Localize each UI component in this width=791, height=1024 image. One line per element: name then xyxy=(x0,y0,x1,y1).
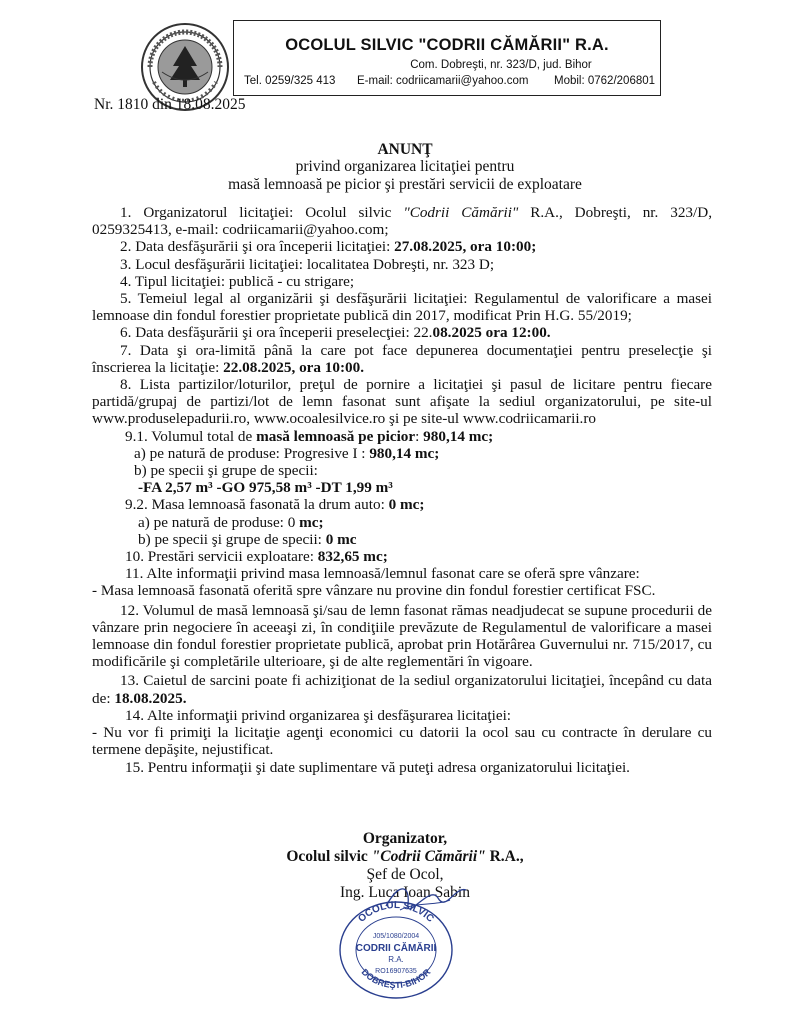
stamp-center-ra: R.A. xyxy=(388,955,404,964)
item-5: 5. Temeiul legal al organizării şi desfăşurării licitaţiei: Regulamentul de valorificare a masei lemnoase din fondul forestier proprietate publică din 2017, modificat Prin H.G. 55/2019; xyxy=(92,290,712,325)
stamp-top-text: OCOLUL SILVIC xyxy=(356,899,436,925)
item-14-note: - Nu vor fi primiţi la licitaţie agenţi economici cu datorii la ocol sau cu contracte în derulare cu termene depăşite, nejustificat. xyxy=(92,724,712,759)
svg-text:OCOLUL SILVIC xyxy=(356,900,435,925)
item-10-text: 10. Prestări servicii exploatare: xyxy=(125,548,318,566)
item-11: 11. Alte informaţii privind masa lemnoasă/lemnul fasonat care se oferă spre vânzare: xyxy=(125,565,640,583)
item-1-contact: R.A., Dobreşti, nr. 323/D, 0259325413, e-mail: codriicamarii@yahoo.com; xyxy=(92,204,713,239)
item-13 xyxy=(92,672,712,706)
item-9-2-a-text: a) pe natură de produse: 0 xyxy=(138,513,300,531)
item-3: 3. Locul desfăşurării licitaţiei: localitatea Dobreşti, nr. 323 D; xyxy=(120,255,495,273)
document-subtitle-line1: privind organizarea licitaţiei pentru xyxy=(295,158,515,175)
item-9-2-b-volume: 0 mc xyxy=(325,530,357,548)
document-number: Nr. 1810 din 18.08.2025 xyxy=(94,96,246,113)
company-mobile: Mobil: 0762/206801 xyxy=(554,75,656,87)
item-9-1 xyxy=(92,428,712,445)
item-9-2-b xyxy=(92,531,712,548)
item-9-1-a-text: a) pe natură de produse: Progresive I : xyxy=(134,444,370,462)
item-12: 12. Volumul de masă lemnoasă şi/sau de lemn fasonat rămas neadjudecat se supune procedurii de vânzare prin negociere în aceeaşi zi, în condiţiile prevăzute de Regulamentul de valorificare a masei lemnoase din fondul forestier proprietate publică, aprobat prin Hotărârea Guvernului nr. 715/2017, cu modificările şi completările ulterioare, şi de alte reglementări în vigoare. xyxy=(92,601,712,671)
item-4: 4. Tipul licitaţiei: publică - cu strigare; xyxy=(120,272,355,290)
document-subtitle-line2: masă lemnoasă pe picior şi prestări servicii de exploatare xyxy=(228,176,582,193)
item-9-2 xyxy=(92,496,712,513)
item-2 xyxy=(92,238,712,255)
item-2-date: 27.08.2025, ora 10:00; xyxy=(394,238,537,256)
item-9-2-a-unit: mc; xyxy=(299,513,324,531)
item-10-volume: 832,65 mc; xyxy=(317,548,388,566)
stamp-reg-number: J05/1080/2004 xyxy=(372,933,420,940)
item-1-text: 1. Organizatorul licitaţiei: Ocolul silvic xyxy=(120,204,404,221)
signature-title: Şef de Ocol, xyxy=(366,866,444,883)
letterhead-box xyxy=(233,20,661,96)
item-9-1-type: masă lemnoasă pe picior xyxy=(256,427,416,445)
official-stamp xyxy=(336,894,456,1000)
item-15: 15. Pentru informaţii şi date suplimentare vă puteţi adresa organizatorului licitaţiei. xyxy=(125,758,630,776)
item-9-1-species: -FA 2,57 m³ -GO 975,58 m³ -DT 1,99 m³ xyxy=(138,479,393,497)
item-1 xyxy=(92,204,712,238)
company-phone: Tel. 0259/325 413 xyxy=(244,75,336,87)
item-7 xyxy=(92,342,712,376)
item-9-1-text: 9.1. Volumul total de xyxy=(125,427,257,445)
stamp-bottom-text: DOBREŞTI-BIHOR xyxy=(359,966,433,991)
item-9-1-a xyxy=(92,445,712,462)
item-1-org-name: "Codrii Cămării" xyxy=(403,204,519,221)
signature-org-suffix: R.A., xyxy=(485,848,524,865)
signature-org-prefix: Ocolul silvic xyxy=(286,848,372,865)
item-9-2-text: 9.2. Masa lemnoasă fasonată la drum auto: xyxy=(125,496,389,514)
item-7-text: 7. Data şi ora-limită până la care pot face depunerea documentaţiei pentru preselecţie şi înscrierea la licitaţie: xyxy=(92,341,712,376)
signature-org xyxy=(250,848,560,866)
item-8: 8. Lista partizilor/loturilor, preţul de pornire a licitaţiei şi pasul de licitare pentru fiecare partidă/grupaj de partizi/lot de lemn fasonat sunt afişate la sediul organizatorului, pe site-ul www.produselepadurii.ro, www.ocoalesilvice.ro şi pe site-ul www.codriicamarii.ro xyxy=(92,376,712,428)
item-10 xyxy=(92,548,712,565)
stamp-code: RO16907635 xyxy=(375,968,417,975)
item-11-note: - Masa lemnoasă fasonată oferită spre vânzare nu provine din fondul forestier certificat FSC. xyxy=(92,582,656,600)
item-14: 14. Alte informaţii privind organizarea şi desfăşurarea licitaţiei: xyxy=(125,706,512,724)
item-13-date: 18.08.2025. xyxy=(114,689,187,707)
signature-org-name: "Codrii Cămării" xyxy=(371,848,486,865)
stamp-center-name: CODRII CĂMĂRII xyxy=(355,943,437,954)
item-13-text: 13. Caietul de sarcini poate fi achiziţionat de la sediul organizatorului licitaţiei, începând cu data de: xyxy=(92,672,712,707)
item-2-text: 2. Data desfăşurării şi ora începerii licitaţiei: xyxy=(120,238,395,256)
signature-role: Organizator, xyxy=(362,830,448,847)
signature-name: Ing. Luca Ioan Sabin xyxy=(340,884,470,901)
item-6-date: 08.2025 ora 12:00. xyxy=(432,324,551,342)
item-9-1-a-volume: 980,14 mc; xyxy=(369,444,440,462)
item-9-2-a xyxy=(92,514,712,531)
item-7-date: 22.08.2025, ora 10:00. xyxy=(223,358,365,376)
document-title: ANUNŢ xyxy=(377,141,433,158)
company-address: Com. Dobreşti, nr. 323/D, jud. Bihor xyxy=(410,59,592,71)
company-name: OCOLUL SILVIC "CODRII CĂMĂRII" R.A. xyxy=(285,36,609,54)
item-9-1-sep: : xyxy=(415,427,424,445)
item-6 xyxy=(92,324,712,341)
item-6-text: 6. Data desfăşurării şi ora începerii preselecţiei: 22. xyxy=(120,324,433,342)
item-9-1-volume: 980,14 mc; xyxy=(423,427,494,445)
announcement-body xyxy=(92,204,712,776)
item-9-1-b: b) pe specii şi grupe de specii: xyxy=(134,462,318,480)
item-9-2-b-text: b) pe specii şi grupe de specii: xyxy=(138,530,326,548)
item-9-2-volume: 0 mc; xyxy=(388,496,425,514)
company-email: E-mail: codriicamarii@yahoo.com xyxy=(357,75,529,87)
